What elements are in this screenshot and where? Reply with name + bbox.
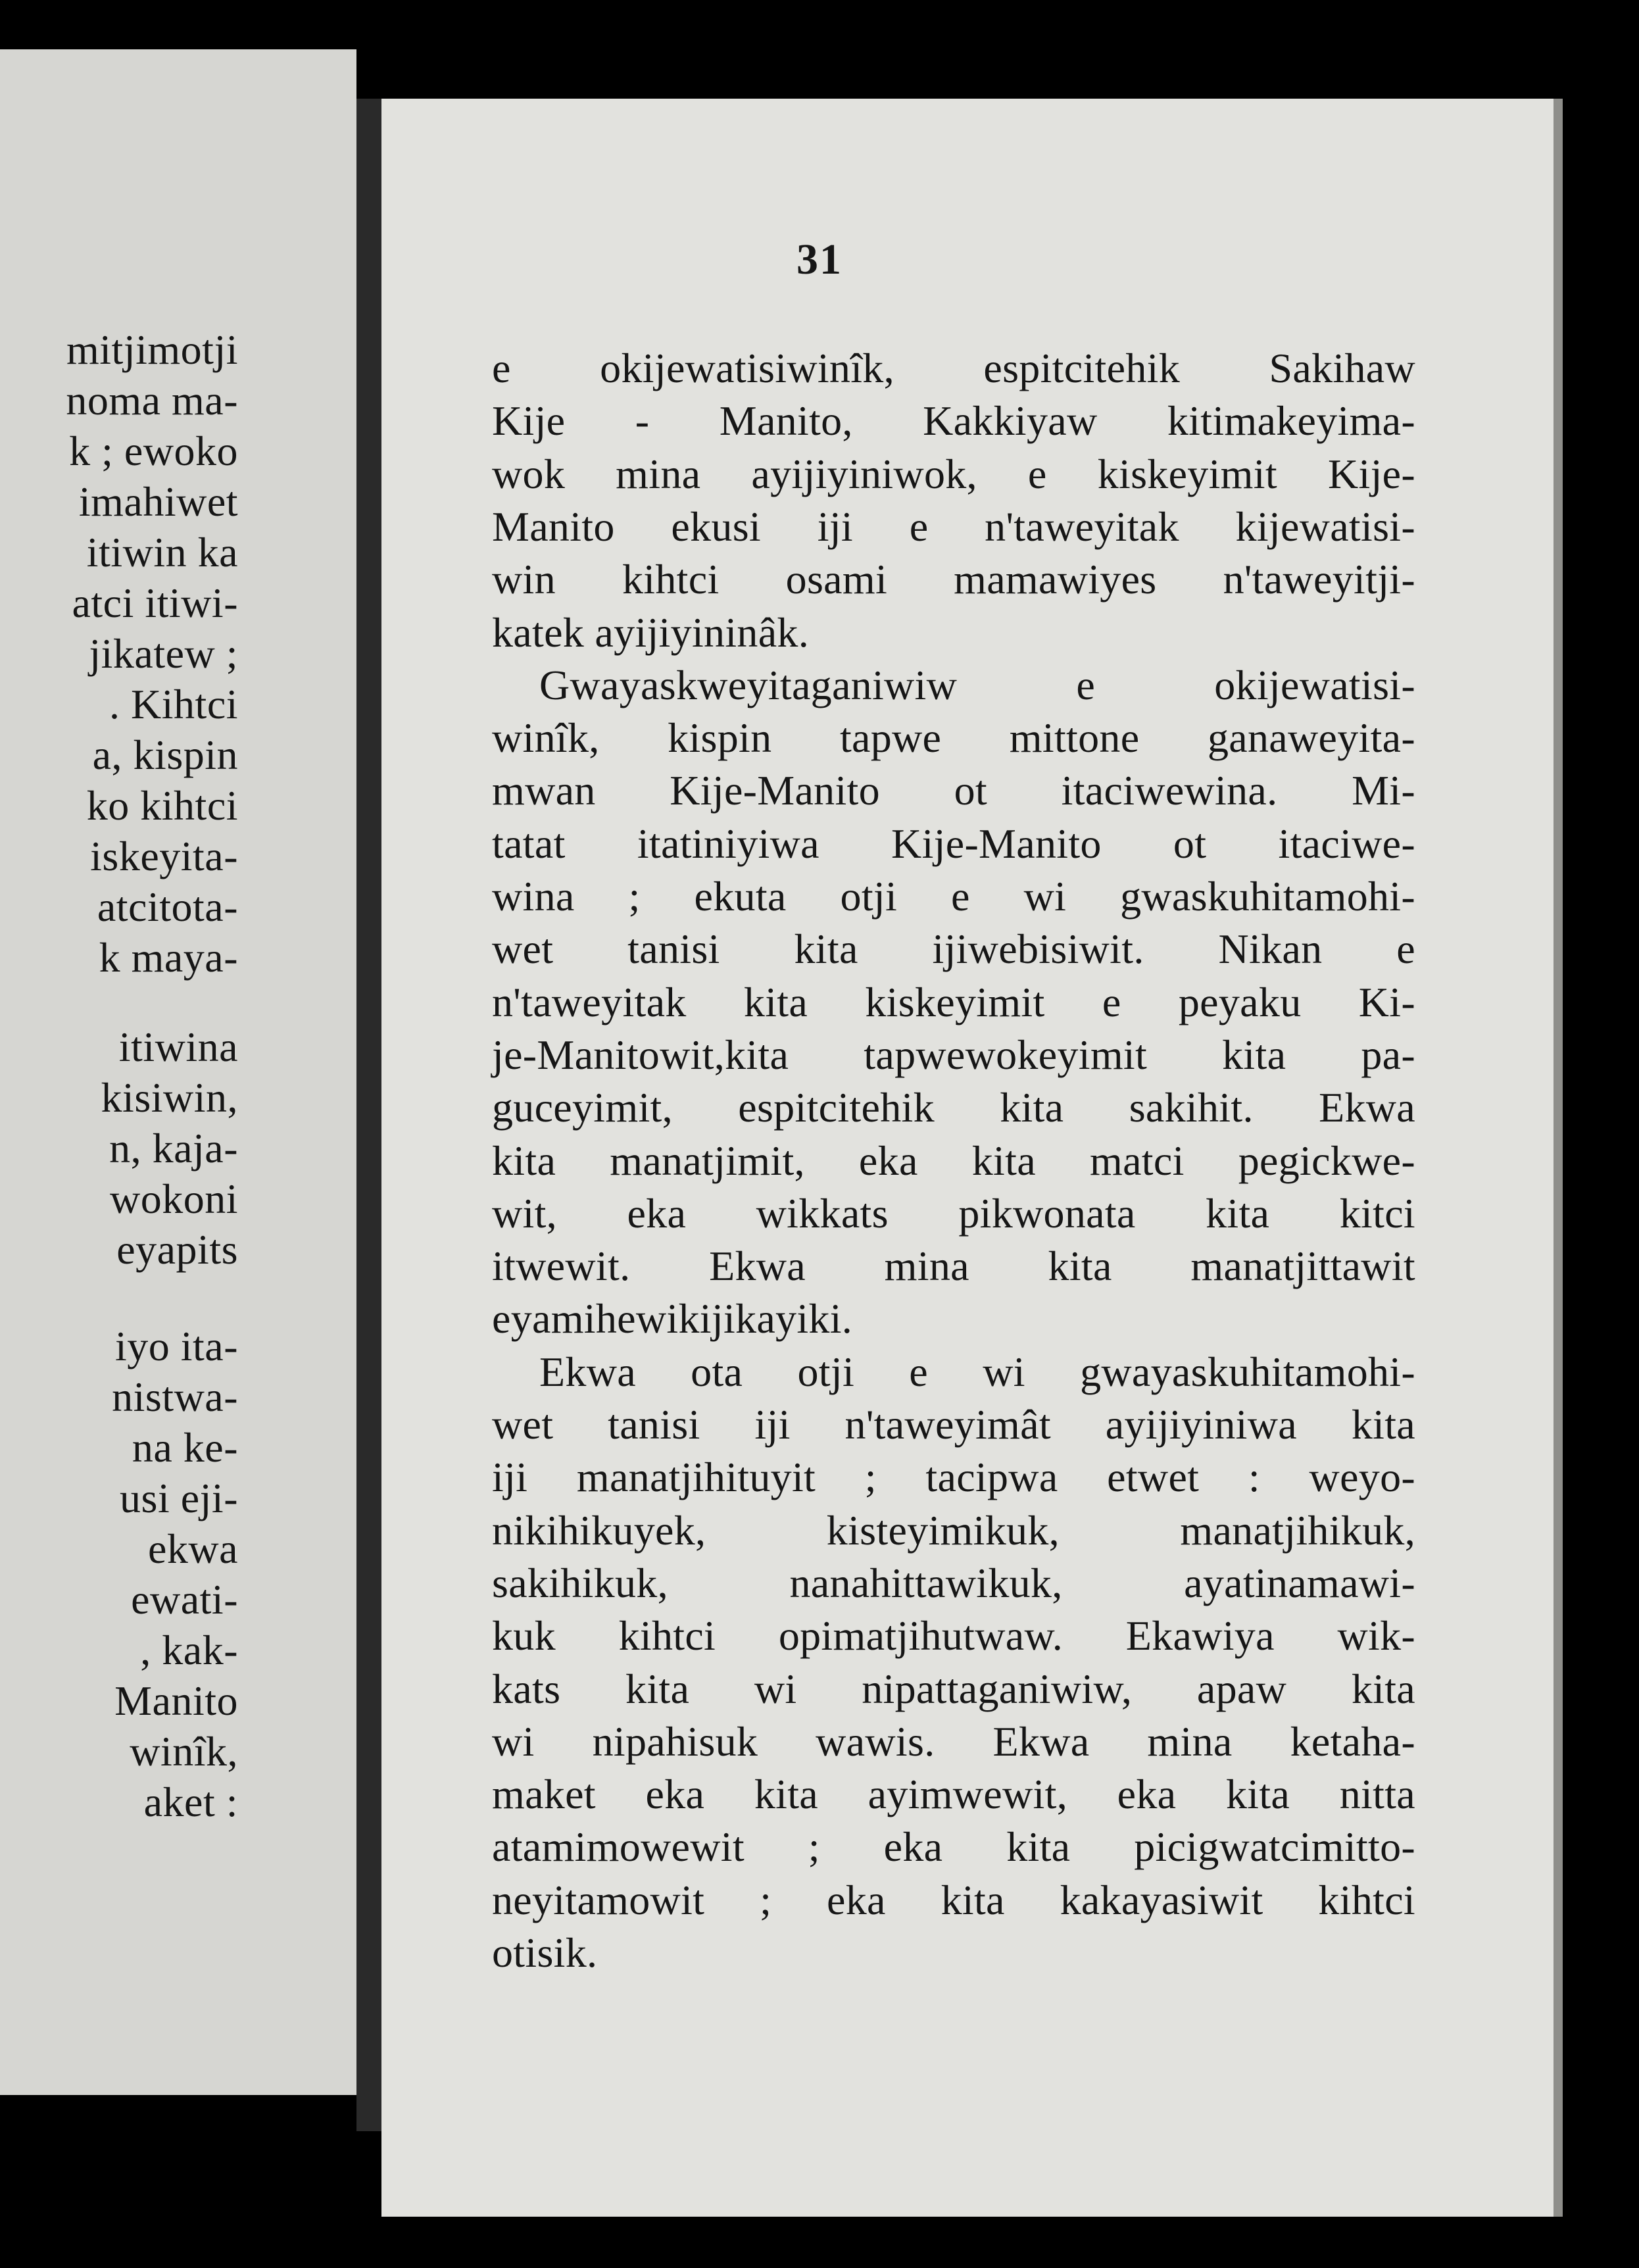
text-line: wit, eka wikkats pikwonata kita kitci bbox=[492, 1190, 1415, 1237]
text-line: kita manatjimit, eka kita matci pegickwe- bbox=[492, 1137, 1415, 1184]
facing-page-line: na ke- bbox=[132, 1424, 238, 1471]
facing-page-line: imahiwet bbox=[78, 478, 238, 525]
text-line: kuk kihtci opimatjihutwaw. Ekawiya wik- bbox=[492, 1612, 1415, 1659]
page-number: 31 bbox=[796, 235, 843, 284]
text-line: Manito ekusi iji e n'taweyitak kijewatisi- bbox=[492, 503, 1415, 550]
facing-page-line: kisiwin, bbox=[101, 1074, 238, 1121]
text-line: atamimowewit ; eka kita picigwatcimitto- bbox=[492, 1823, 1415, 1870]
facing-page-line: ewati- bbox=[131, 1576, 238, 1623]
facing-page-line: usi eji- bbox=[120, 1475, 238, 1521]
facing-page-line: k ; ewoko bbox=[69, 428, 238, 474]
text-line: guceyimit, espitcitehik kita sakihit. Ekwa bbox=[492, 1084, 1415, 1131]
text-line: maket eka kita ayimwewit, eka kita nitta bbox=[492, 1771, 1415, 1817]
facing-page-line: mitjimotji bbox=[66, 326, 238, 373]
text-line: eyamihewikijikayiki. bbox=[492, 1295, 853, 1342]
text-line: otisik. bbox=[492, 1929, 598, 1976]
text-line: itwewit. Ekwa mina kita manatjittawit bbox=[492, 1243, 1415, 1289]
facing-page-line: iyo ita- bbox=[114, 1323, 238, 1369]
text-line: tatat itatiniyiwa Kije-Manito ot itaciwe- bbox=[492, 820, 1415, 867]
text-line: wet tanisi iji n'taweyimât ayijiyiniwa kita bbox=[492, 1401, 1415, 1448]
facing-page-line: eyapits bbox=[116, 1226, 238, 1273]
text-line: katek ayijiyininâk. bbox=[492, 609, 810, 656]
text-line: iji manatjihituyit ; tacipwa etwet : weyo- bbox=[492, 1454, 1415, 1500]
text-line: n'taweyitak kita kiskeyimit e peyaku Ki- bbox=[492, 979, 1415, 1025]
text-line: Ekwa ota otji e wi gwayaskuhitamohi- bbox=[539, 1348, 1415, 1395]
text-line: wi nipahisuk wawis. Ekwa mina ketaha- bbox=[492, 1718, 1415, 1765]
facing-page-line: atcitota- bbox=[97, 883, 238, 930]
facing-page-line: iskeyita- bbox=[90, 833, 238, 879]
text-line: Gwayaskweyitaganiwiw e okijewatisi- bbox=[539, 662, 1415, 708]
facing-page-line: ko kihtci bbox=[86, 782, 238, 829]
facing-page-line: winîk, bbox=[130, 1728, 238, 1775]
page-edge bbox=[1553, 99, 1563, 2217]
text-line: wina ; ekuta otji e wi gwaskuhitamohi- bbox=[492, 873, 1415, 920]
facing-page-line: nistwa- bbox=[112, 1373, 238, 1420]
facing-page bbox=[0, 49, 356, 2095]
text-line: nikihikuyek, kisteyimikuk, manatjihikuk, bbox=[492, 1507, 1415, 1554]
text-line: e okijewatisiwinîk, espitcitehik Sakihaw bbox=[492, 345, 1415, 391]
facing-page-line: ekwa bbox=[147, 1525, 238, 1572]
facing-page-line: noma ma- bbox=[66, 377, 238, 424]
book-gutter bbox=[356, 99, 381, 2131]
facing-page-line: k maya- bbox=[99, 934, 238, 981]
facing-page-line: aket : bbox=[143, 1779, 238, 1825]
facing-page-line: jikatew ; bbox=[89, 630, 238, 677]
facing-page-line: Manito bbox=[114, 1677, 238, 1724]
text-line: mwan Kije-Manito ot itaciwewina. Mi- bbox=[492, 767, 1415, 814]
facing-page-line: itiwina bbox=[118, 1023, 238, 1070]
text-line: win kihtci osami mamawiyes n'taweyitji- bbox=[492, 556, 1415, 603]
text-line: winîk, kispin tapwe mittone ganaweyita- bbox=[492, 714, 1415, 761]
text-line: wok mina ayijiyiniwok, e kiskeyimit Kije- bbox=[492, 451, 1415, 497]
text-line: Kije - Manito, Kakkiyaw kitimakeyima- bbox=[492, 397, 1415, 444]
text-line: sakihikuk, nanahittawikuk, ayatinamawi- bbox=[492, 1560, 1415, 1606]
facing-page-line: n, kaja- bbox=[109, 1125, 238, 1171]
facing-page-line: itiwin ka bbox=[86, 529, 238, 576]
text-line: je-Manitowit,kita tapwewokeyimit kita pa- bbox=[492, 1031, 1415, 1078]
facing-page-line: . Kihtci bbox=[109, 681, 238, 727]
text-line: neyitamowit ; eka kita kakayasiwit kihtci bbox=[492, 1877, 1415, 1923]
facing-page-line: atci itiwi- bbox=[72, 579, 238, 626]
facing-page-line: a, kispin bbox=[92, 731, 238, 778]
facing-page-line: , kak- bbox=[140, 1627, 238, 1673]
facing-page-line: wokoni bbox=[110, 1175, 238, 1222]
text-line: kats kita wi nipattaganiwiw, apaw kita bbox=[492, 1665, 1415, 1712]
text-line: wet tanisi kita ijiwebisiwit. Nikan e bbox=[492, 925, 1415, 972]
